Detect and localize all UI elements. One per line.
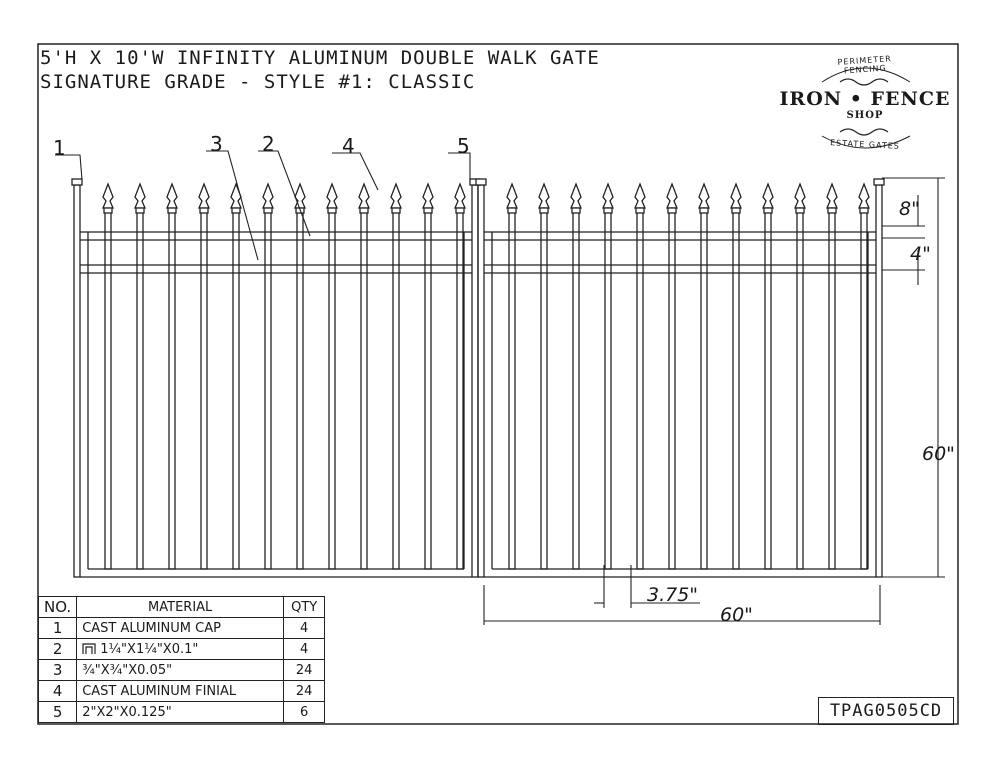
finial-collar bbox=[572, 208, 580, 213]
finial-collar bbox=[828, 208, 836, 213]
finial bbox=[199, 184, 209, 208]
picket bbox=[201, 210, 207, 569]
picket bbox=[105, 210, 111, 569]
drawing-code-box: TPAG0505CD bbox=[818, 697, 954, 725]
bom-row-no: 5 bbox=[39, 702, 77, 723]
finial-collar bbox=[540, 208, 548, 213]
bom-row-no: 2 bbox=[39, 639, 77, 660]
drawing-subtitle: SIGNATURE GRADE - STYLE #1: CLASSIC bbox=[40, 71, 476, 93]
picket bbox=[425, 210, 431, 569]
gate-post bbox=[74, 185, 80, 577]
finial bbox=[635, 184, 645, 208]
picket bbox=[669, 210, 675, 569]
bom-row-material: ¾"X¾"X0.05" bbox=[77, 660, 284, 681]
finial-collar bbox=[700, 208, 708, 213]
finial-collar bbox=[508, 208, 516, 213]
bom-row-material: CAST ALUMINUM FINIAL bbox=[77, 681, 284, 702]
bom-row-no: 1 bbox=[39, 618, 77, 639]
picket bbox=[265, 210, 271, 569]
finial bbox=[295, 184, 305, 208]
bom-header-material: MATERIAL bbox=[77, 597, 284, 618]
dim-rail-spacing: 4" bbox=[910, 243, 931, 265]
callout-2: 2 bbox=[262, 132, 275, 156]
callout-1: 1 bbox=[53, 136, 66, 160]
finial bbox=[603, 184, 613, 208]
finial bbox=[167, 184, 177, 208]
finial-collar bbox=[392, 208, 400, 213]
finial-collar bbox=[264, 208, 272, 213]
finial bbox=[135, 184, 145, 208]
logo-sub-text: SHOP bbox=[846, 110, 884, 121]
u-channel-icon bbox=[82, 643, 96, 654]
finial bbox=[455, 184, 465, 208]
dim-gate-height: 60" bbox=[922, 443, 955, 465]
picket bbox=[137, 210, 143, 569]
finial bbox=[731, 184, 741, 208]
dim-picket-spacing: 3.75" bbox=[647, 584, 699, 606]
dim-finial-height: 8" bbox=[899, 198, 920, 220]
finial-collar bbox=[668, 208, 676, 213]
finial-collar bbox=[636, 208, 644, 213]
bom-header-no: NO. bbox=[39, 597, 77, 618]
finial bbox=[263, 184, 273, 208]
finial bbox=[423, 184, 433, 208]
finial-collar bbox=[136, 208, 144, 213]
bom-row bbox=[39, 702, 325, 723]
finial-collar bbox=[104, 208, 112, 213]
bom-row-qty: 4 bbox=[284, 618, 325, 639]
bom-row-qty: 24 bbox=[284, 660, 325, 681]
picket bbox=[233, 210, 239, 569]
finial-collar bbox=[456, 208, 464, 213]
bom-row bbox=[39, 681, 325, 702]
bom-row-qty: 6 bbox=[284, 702, 325, 723]
finial bbox=[359, 184, 369, 208]
finial-collar bbox=[732, 208, 740, 213]
callout-leader bbox=[332, 153, 378, 190]
finial-collar bbox=[360, 208, 368, 213]
finial bbox=[571, 184, 581, 208]
picket bbox=[733, 210, 739, 569]
picket bbox=[509, 210, 515, 569]
picket bbox=[361, 210, 367, 569]
bom-row-qty: 4 bbox=[284, 639, 325, 660]
logo-top-arc: PERIMETER FENCING bbox=[837, 54, 893, 76]
bom-row bbox=[39, 660, 325, 681]
finial bbox=[231, 184, 241, 208]
finial-collar bbox=[200, 208, 208, 213]
bom-header-qty: QTY bbox=[284, 597, 325, 618]
finial bbox=[795, 184, 805, 208]
picket bbox=[329, 210, 335, 569]
picket bbox=[829, 210, 835, 569]
picket bbox=[797, 210, 803, 569]
iron-fence-shop-logo bbox=[770, 52, 960, 160]
picket bbox=[573, 210, 579, 569]
finial-collar bbox=[168, 208, 176, 213]
finial-collar bbox=[796, 208, 804, 213]
dim-gate-width: 60" bbox=[720, 604, 753, 626]
picket bbox=[637, 210, 643, 569]
picket bbox=[457, 210, 463, 569]
picket bbox=[393, 210, 399, 569]
picket bbox=[861, 210, 867, 569]
bom-row-no: 3 bbox=[39, 660, 77, 681]
post-cap bbox=[72, 179, 82, 185]
finial bbox=[667, 184, 677, 208]
finial bbox=[827, 184, 837, 208]
finial bbox=[507, 184, 517, 208]
picket bbox=[765, 210, 771, 569]
finial-collar bbox=[764, 208, 772, 213]
callout-4: 4 bbox=[342, 134, 355, 158]
finial-collar bbox=[328, 208, 336, 213]
bom-row-material: CAST ALUMINUM CAP bbox=[77, 618, 284, 639]
callout-3: 3 bbox=[210, 132, 223, 156]
drawing-title: 5'H X 10'W INFINITY ALUMINUM DOUBLE WALK GATE bbox=[40, 47, 600, 69]
bom-row-material-cell bbox=[77, 639, 284, 660]
finial bbox=[327, 184, 337, 208]
finial bbox=[699, 184, 709, 208]
bill-of-materials-table bbox=[38, 596, 325, 723]
gate-post bbox=[472, 185, 478, 577]
finial bbox=[391, 184, 401, 208]
picket bbox=[169, 210, 175, 569]
bom-row-qty: 24 bbox=[284, 681, 325, 702]
picket bbox=[541, 210, 547, 569]
picket bbox=[605, 210, 611, 569]
bom-header-row bbox=[39, 597, 325, 618]
bom-row-material: 2"X2"X0.125" bbox=[77, 702, 284, 723]
bom-row bbox=[39, 618, 325, 639]
bom-row-no: 4 bbox=[39, 681, 77, 702]
finial-collar bbox=[424, 208, 432, 213]
finial-collar bbox=[604, 208, 612, 213]
finial-collar bbox=[860, 208, 868, 213]
gate-post bbox=[478, 185, 484, 577]
bom-row-material: 1¼"X1¼"X0.1" bbox=[100, 641, 199, 657]
finial bbox=[539, 184, 549, 208]
callout-5: 5 bbox=[457, 134, 470, 158]
picket bbox=[297, 210, 303, 569]
finial bbox=[103, 184, 113, 208]
logo-main-text: IRON • FENCE bbox=[779, 88, 951, 110]
finial bbox=[859, 184, 869, 208]
finial bbox=[763, 184, 773, 208]
logo-bottom-arc: ESTATE GATES bbox=[829, 138, 901, 151]
post-cap bbox=[874, 179, 884, 185]
finial-collar bbox=[232, 208, 240, 213]
picket bbox=[701, 210, 707, 569]
bom-row bbox=[39, 639, 325, 660]
post-cap bbox=[476, 179, 486, 185]
gate-post bbox=[876, 185, 882, 577]
